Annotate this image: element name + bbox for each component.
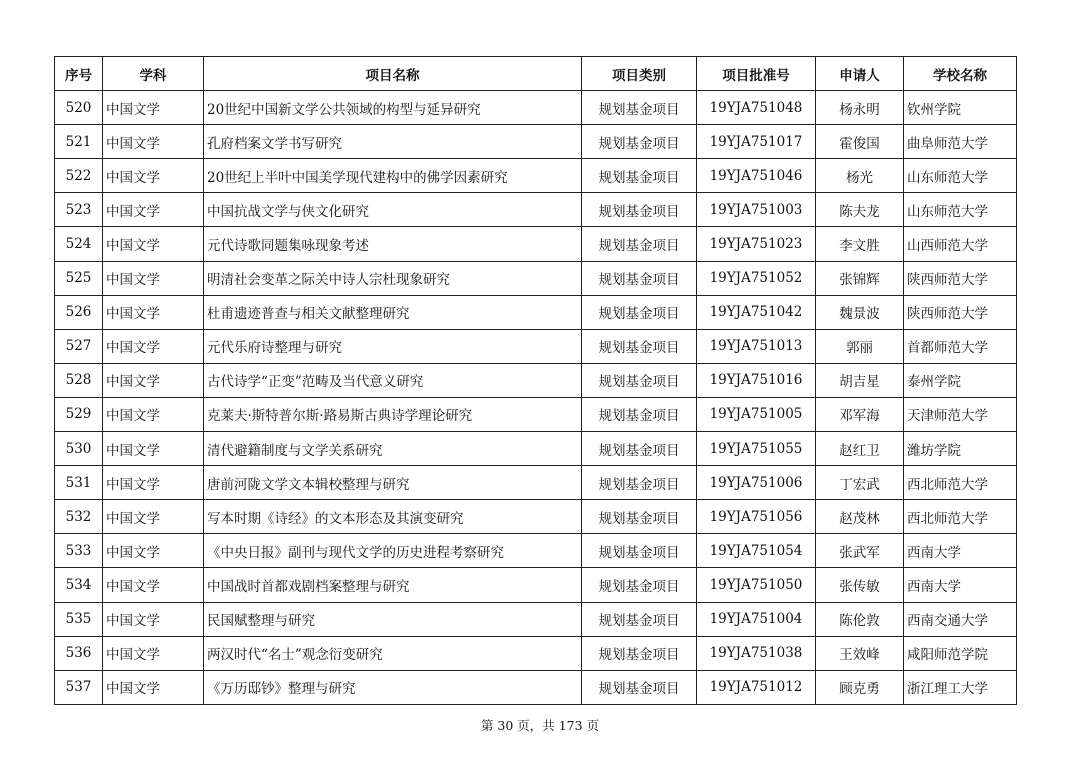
cell-subject: 中国文学 [103, 227, 204, 261]
cell-school: 浙江理工大学 [904, 670, 1017, 704]
cell-project-name: 《中央日报》副刊与现代文学的历史进程考察研究 [204, 534, 582, 568]
table-row [55, 159, 1017, 193]
cell-applicant: 张武军 [816, 534, 904, 568]
cell-school: 陕西师范大学 [904, 261, 1017, 295]
cell-school: 山东师范大学 [904, 159, 1017, 193]
table-row [55, 329, 1017, 363]
cell-project-name: 克莱夫·斯特普尔斯·路易斯古典诗学理论研究 [204, 397, 582, 431]
cell-applicant: 霍俊国 [816, 125, 904, 159]
cell-school: 西北师范大学 [904, 466, 1017, 500]
cell-school: 山东师范大学 [904, 193, 1017, 227]
cell-applicant: 张传敏 [816, 568, 904, 602]
cell-approval-number: 19YJA751046 [697, 159, 816, 193]
cell-index: 528 [55, 363, 103, 397]
table-row [55, 636, 1017, 670]
cell-project-name: 唐前河陇文学文本辑校整理与研究 [204, 466, 582, 500]
cell-school: 天津师范大学 [904, 397, 1017, 431]
cell-subject: 中国文学 [103, 125, 204, 159]
cell-school: 西南大学 [904, 568, 1017, 602]
cell-index: 524 [55, 227, 103, 261]
cell-applicant: 王效峰 [816, 636, 904, 670]
table-row [55, 602, 1017, 636]
cell-index: 529 [55, 397, 103, 431]
cell-project-category: 规划基金项目 [582, 602, 697, 636]
cell-subject: 中国文学 [103, 261, 204, 295]
cell-applicant: 杨永明 [816, 91, 904, 125]
cell-project-category: 规划基金项目 [582, 227, 697, 261]
cell-index: 535 [55, 602, 103, 636]
header-project-name: 项目名称 [204, 57, 582, 91]
table-row [55, 295, 1017, 329]
table-row [55, 466, 1017, 500]
header-approval-number: 项目批准号 [697, 57, 816, 91]
cell-approval-number: 19YJA751054 [697, 534, 816, 568]
cell-applicant: 李文胜 [816, 227, 904, 261]
cell-index: 531 [55, 466, 103, 500]
cell-approval-number: 19YJA751017 [697, 125, 816, 159]
table-row [55, 193, 1017, 227]
cell-index: 522 [55, 159, 103, 193]
cell-index: 521 [55, 125, 103, 159]
cell-index: 525 [55, 261, 103, 295]
cell-approval-number: 19YJA751005 [697, 397, 816, 431]
cell-project-category: 规划基金项目 [582, 432, 697, 466]
table-row [55, 261, 1017, 295]
cell-school: 曲阜师范大学 [904, 125, 1017, 159]
cell-project-name: 《万历邸钞》整理与研究 [204, 670, 582, 704]
header-subject: 学科 [103, 57, 204, 91]
cell-index: 536 [55, 636, 103, 670]
cell-project-category: 规划基金项目 [582, 295, 697, 329]
cell-project-name: 杜甫遗迹普查与相关文献整理研究 [204, 295, 582, 329]
cell-school: 山西师范大学 [904, 227, 1017, 261]
cell-project-category: 规划基金项目 [582, 466, 697, 500]
cell-subject: 中国文学 [103, 159, 204, 193]
cell-applicant: 魏景波 [816, 295, 904, 329]
cell-project-category: 规划基金项目 [582, 397, 697, 431]
cell-project-name: 20世纪中国新文学公共领域的构型与延异研究 [204, 91, 582, 125]
cell-subject: 中国文学 [103, 466, 204, 500]
table-row [55, 125, 1017, 159]
cell-approval-number: 19YJA751006 [697, 466, 816, 500]
cell-project-name: 元代诗歌同题集咏现象考述 [204, 227, 582, 261]
cell-applicant: 陈伦敦 [816, 602, 904, 636]
cell-approval-number: 19YJA751050 [697, 568, 816, 602]
cell-project-category: 规划基金项目 [582, 500, 697, 534]
cell-subject: 中国文学 [103, 193, 204, 227]
cell-project-name: 写本时期《诗经》的文本形态及其演变研究 [204, 500, 582, 534]
table-row [55, 363, 1017, 397]
table-row [55, 670, 1017, 704]
table-row [55, 432, 1017, 466]
cell-applicant: 顾克勇 [816, 670, 904, 704]
header-project-category: 项目类别 [582, 57, 697, 91]
page-footer: 第 30 页，共 173 页 [480, 718, 600, 733]
cell-approval-number: 19YJA751052 [697, 261, 816, 295]
cell-school: 潍坊学院 [904, 432, 1017, 466]
cell-approval-number: 19YJA751042 [697, 295, 816, 329]
cell-applicant: 赵红卫 [816, 432, 904, 466]
cell-school: 钦州学院 [904, 91, 1017, 125]
cell-school: 西南交通大学 [904, 602, 1017, 636]
cell-project-category: 规划基金项目 [582, 159, 697, 193]
cell-project-category: 规划基金项目 [582, 91, 697, 125]
cell-index: 533 [55, 534, 103, 568]
cell-approval-number: 19YJA751038 [697, 636, 816, 670]
cell-school: 西北师范大学 [904, 500, 1017, 534]
cell-index: 530 [55, 432, 103, 466]
cell-subject: 中国文学 [103, 602, 204, 636]
table-row [55, 500, 1017, 534]
cell-approval-number: 19YJA751003 [697, 193, 816, 227]
cell-index: 534 [55, 568, 103, 602]
cell-project-category: 规划基金项目 [582, 568, 697, 602]
cell-index: 520 [55, 91, 103, 125]
cell-project-category: 规划基金项目 [582, 125, 697, 159]
cell-approval-number: 19YJA751004 [697, 602, 816, 636]
cell-index: 532 [55, 500, 103, 534]
cell-approval-number: 19YJA751013 [697, 329, 816, 363]
cell-index: 523 [55, 193, 103, 227]
table-body [55, 91, 1017, 705]
header-school: 学校名称 [904, 57, 1017, 91]
cell-project-name: 民国赋整理与研究 [204, 602, 582, 636]
cell-project-name: 明清社会变革之际关中诗人宗杜现象研究 [204, 261, 582, 295]
cell-project-name: 孔府档案文学书写研究 [204, 125, 582, 159]
cell-project-name: 元代乐府诗整理与研究 [204, 329, 582, 363]
cell-project-category: 规划基金项目 [582, 193, 697, 227]
cell-applicant: 胡吉星 [816, 363, 904, 397]
cell-subject: 中国文学 [103, 670, 204, 704]
header-applicant: 申请人 [816, 57, 904, 91]
cell-subject: 中国文学 [103, 500, 204, 534]
cell-index: 527 [55, 329, 103, 363]
cell-project-name: 20世纪上半叶中国美学现代建构中的佛学因素研究 [204, 159, 582, 193]
cell-school: 西南大学 [904, 534, 1017, 568]
cell-subject: 中国文学 [103, 91, 204, 125]
cell-index: 537 [55, 670, 103, 704]
cell-approval-number: 19YJA751056 [697, 500, 816, 534]
cell-school: 咸阳师范学院 [904, 636, 1017, 670]
table-row [55, 568, 1017, 602]
cell-subject: 中国文学 [103, 432, 204, 466]
cell-school: 泰州学院 [904, 363, 1017, 397]
cell-school: 陕西师范大学 [904, 295, 1017, 329]
cell-applicant: 郭丽 [816, 329, 904, 363]
table-row [55, 534, 1017, 568]
cell-applicant: 陈夫龙 [816, 193, 904, 227]
cell-subject: 中国文学 [103, 636, 204, 670]
projects-table [54, 56, 1017, 705]
table-row [55, 397, 1017, 431]
cell-applicant: 赵茂林 [816, 500, 904, 534]
cell-applicant: 丁宏武 [816, 466, 904, 500]
cell-subject: 中国文学 [103, 534, 204, 568]
cell-project-name: 两汉时代“名士”观念衍变研究 [204, 636, 582, 670]
cell-project-category: 规划基金项目 [582, 534, 697, 568]
cell-applicant: 杨光 [816, 159, 904, 193]
cell-approval-number: 19YJA751016 [697, 363, 816, 397]
cell-project-name: 中国战时首都戏剧档案整理与研究 [204, 568, 582, 602]
cell-subject: 中国文学 [103, 295, 204, 329]
cell-project-name: 清代避籍制度与文学关系研究 [204, 432, 582, 466]
header-index: 序号 [55, 57, 103, 91]
cell-project-name: 中国抗战文学与侠文化研究 [204, 193, 582, 227]
cell-project-category: 规划基金项目 [582, 261, 697, 295]
cell-project-category: 规划基金项目 [582, 363, 697, 397]
table-row [55, 91, 1017, 125]
cell-index: 526 [55, 295, 103, 329]
cell-applicant: 邓军海 [816, 397, 904, 431]
table-header-row [55, 57, 1017, 91]
cell-approval-number: 19YJA751023 [697, 227, 816, 261]
cell-school: 首都师范大学 [904, 329, 1017, 363]
cell-subject: 中国文学 [103, 568, 204, 602]
cell-approval-number: 19YJA751055 [697, 432, 816, 466]
table-row [55, 227, 1017, 261]
cell-project-category: 规划基金项目 [582, 329, 697, 363]
cell-project-category: 规划基金项目 [582, 636, 697, 670]
cell-subject: 中国文学 [103, 329, 204, 363]
cell-project-name: 古代诗学“正变”范畴及当代意义研究 [204, 363, 582, 397]
cell-project-category: 规划基金项目 [582, 670, 697, 704]
cell-approval-number: 19YJA751048 [697, 91, 816, 125]
cell-applicant: 张锦辉 [816, 261, 904, 295]
cell-subject: 中国文学 [103, 397, 204, 431]
cell-subject: 中国文学 [103, 363, 204, 397]
cell-approval-number: 19YJA751012 [697, 670, 816, 704]
